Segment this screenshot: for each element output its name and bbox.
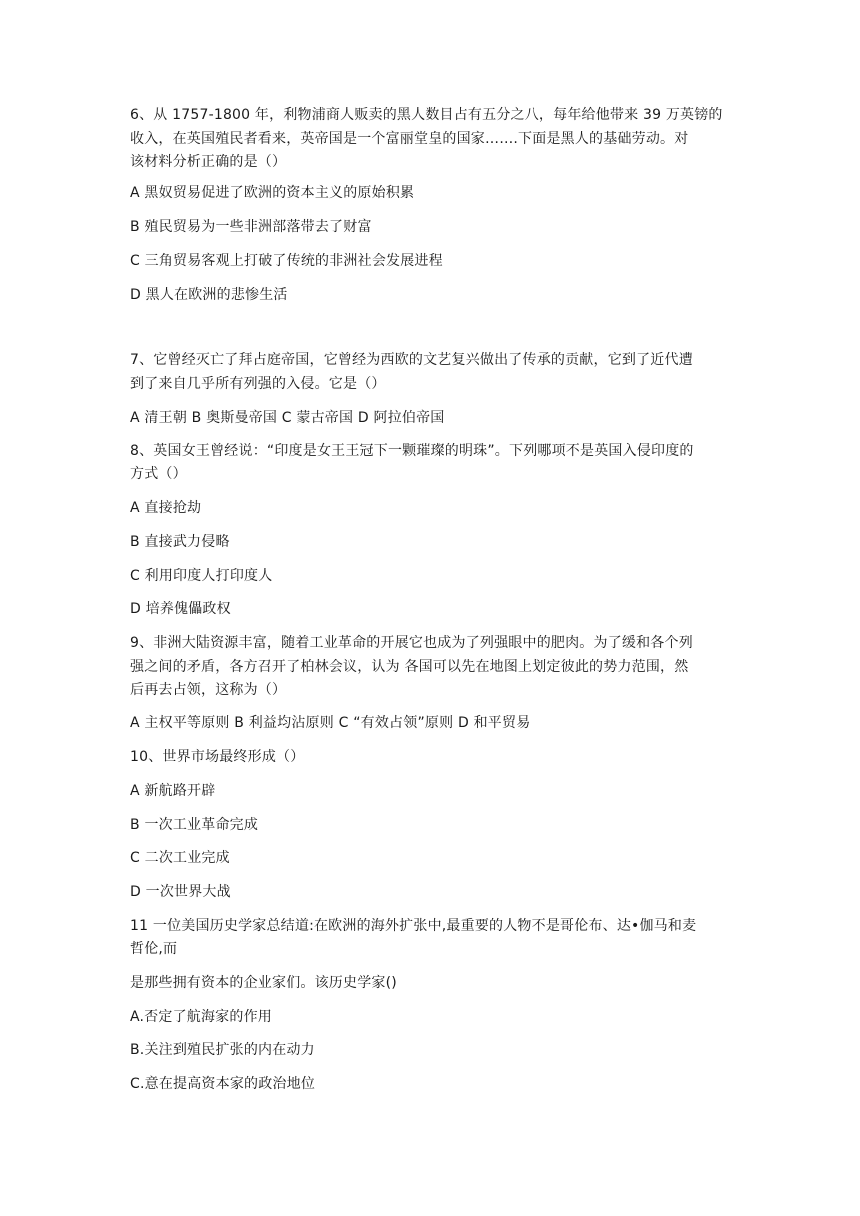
q6-option-c: C 三角贸易客观上打破了传统的非洲社会发展进程 <box>130 253 443 269</box>
q10-stem: 10、世界市场最终形成（） <box>130 749 305 765</box>
q8-stem-line-1: 8、英国女王曾经说：“印度是女王王冠下一颗璀璨的明珠”。下列哪项不是英国入侵印度的 <box>130 443 694 459</box>
q8-option-c: C 利用印度人打印度人 <box>130 568 273 584</box>
q6-stem-line-2: 收入，在英国殖民者看来，英帝国是一个富丽堂皇的国家…….下面是黑人的基础劳动。对 <box>130 131 689 147</box>
q11-option-a: A.否定了航海家的作用 <box>130 1009 272 1025</box>
q11-stem-line-3: 是那些拥有资本的企业家们。该历史学家() <box>130 975 397 991</box>
q6-stem-line-1: 6、从 1757-1800 年，利物浦商人贩卖的黑人数目占有五分之八，每年给他带来 39 万英镑的 <box>130 107 723 123</box>
q11-stem-line-1: 11 一位美国历史学家总结道:在欧洲的海外扩张中,最重要的人物不是哥伦布、达•伽马和麦 <box>130 918 697 934</box>
q8-option-a: A 直接抢劫 <box>130 500 202 516</box>
q6-stem-line-3: 该材料分析正确的是（） <box>130 154 287 170</box>
q8-option-d: D 培养傀儡政权 <box>130 601 231 617</box>
q11-option-b: B.关注到殖民扩张的内在动力 <box>130 1042 315 1058</box>
q11-stem-line-2: 哲伦,而 <box>130 941 178 957</box>
q7-stem-line-2: 到了来自几乎所有列强的入侵。它是（） <box>130 376 386 392</box>
q10-option-b: B 一次工业革命完成 <box>130 817 259 833</box>
q11-option-c: C.意在提高资本家的政治地位 <box>130 1076 316 1092</box>
q8-stem-line-2: 方式（） <box>130 466 187 482</box>
q10-option-a: A 新航路开辟 <box>130 783 216 799</box>
q9-options: A 主权平等原则 B 利益均沾原则 C “有效占领”原则 D 和平贸易 <box>130 715 531 731</box>
q9-stem-line-2: 强之间的矛盾，各方召开了柏林会议，认为 各国可以先在地图上划定彼此的势力范围，然 <box>130 659 689 675</box>
q10-option-d: D 一次世界大战 <box>130 884 231 900</box>
q9-stem-line-3: 后再去占领，这称为（） <box>130 682 287 698</box>
q7-stem-line-1: 7、它曾经灭亡了拜占庭帝国，它曾经为西欧的文艺复兴做出了传承的贡献，它到了近代遭 <box>130 352 693 368</box>
q7-options: A 清王朝 B 奥斯曼帝国 C 蒙古帝国 D 阿拉伯帝国 <box>130 410 445 426</box>
q8-option-b: B 直接武力侵略 <box>130 534 230 550</box>
q9-stem-line-1: 9、非洲大陆资源丰富，随着工业革命的开展它也成为了列强眼中的肥肉。为了缓和各个列 <box>130 635 693 651</box>
q6-option-a: A 黑奴贸易促进了欧洲的资本主义的原始积累 <box>130 185 415 201</box>
q6-option-b: B 殖民贸易为一些非洲部落带去了财富 <box>130 219 372 235</box>
q10-option-c: C 二次工业完成 <box>130 850 230 866</box>
q6-option-d: D 黑人在欧洲的悲惨生活 <box>130 287 288 303</box>
